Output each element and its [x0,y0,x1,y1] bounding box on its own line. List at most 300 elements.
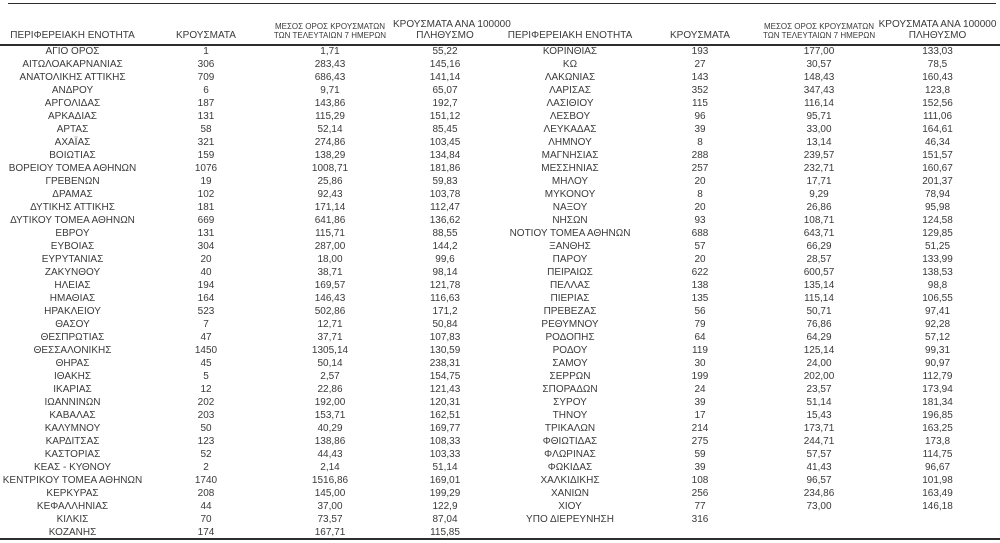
per-100k-cell: 51,14 [432,462,458,473]
avg-7day-cell: 686,43 [314,72,346,83]
per-100k-cell: 160,67 [922,163,953,174]
avg-7day-cell: 347,43 [803,85,835,96]
avg-7day-cell: 641,86 [314,215,346,226]
cases-cell: 2 [203,462,209,473]
table-row [0,266,497,279]
avg-7day-cell: 26,86 [806,202,832,213]
cases-cell: 306 [197,59,215,70]
cases-cell: 108 [691,475,709,486]
region-name-cell: ΝΟΤΙΟΥ ΤΟΜΕΑ ΑΘΗΝΩΝ [509,228,631,239]
per-100k-cell: 95,98 [924,202,951,213]
cases-cell: 669 [197,215,215,226]
per-100k-cell: 98,8 [927,280,948,291]
table-row [503,513,1000,526]
region-name-cell: ΣΥΡΟΥ [553,397,587,408]
per-100k-cell: 129,85 [922,228,953,239]
cases-cell: 20 [694,176,706,187]
cases-cell: 256 [691,488,709,499]
table-row [0,240,497,253]
table-row [0,227,497,240]
table-row [0,136,497,149]
avg-7day-cell: 148,43 [803,72,835,83]
header-regional-unit: ΠΕΡΙΦΕΡΕΙΑΚΗ ΕΝΟΤΗΤΑ [507,30,633,41]
table-row [503,331,1000,344]
cases-cell: 115 [692,98,708,109]
region-name-cell: ΚΑΛΥΜΝΟΥ [44,423,101,434]
per-100k-cell: 90,97 [924,358,951,369]
region-name-cell: ΦΛΩΡΙΝΑΣ [544,449,596,460]
cases-cell: 8 [697,137,703,148]
region-name-cell: ΝΑΞΟΥ [552,202,588,213]
cases-cell: 275 [691,436,709,447]
cases-cell: 19 [200,176,212,187]
avg-7day-cell: 30,57 [806,59,832,70]
avg-7day-cell: 138,29 [314,150,346,161]
avg-7day-cell: 138,86 [314,436,346,447]
avg-7day-cell: 41,43 [806,462,832,473]
region-name-cell: ΑΙΤΩΛΟΑΚΑΡΝΑΝΙΑΣ [22,59,123,70]
region-name-cell: ΓΡΕΒΕΝΩΝ [45,176,100,187]
avg-7day-cell: 50,14 [317,358,343,369]
header-per-100k [393,0,511,45]
per-100k-cell: 46,34 [924,137,951,148]
table-row [503,175,1000,188]
per-100k-cell: 115,85 [430,527,460,538]
table-row [503,162,1000,175]
region-name-cell: ΒΟΡΕΙΟΥ ΤΟΜΕΑ ΑΘΗΝΩΝ [8,163,137,174]
region-name-cell: ΑΡΤΑΣ [56,124,89,135]
region-name-cell: ΑΧΑΪΑΣ [54,137,91,148]
region-name-cell: ΧΙΟΥ [558,501,582,512]
per-100k-cell: 171,2 [432,306,458,317]
region-name-cell: ΜΗΛΟΥ [551,176,589,187]
avg-7day-cell: 1305,14 [311,345,349,356]
per-100k-cell: 98,14 [432,267,458,278]
avg-7day-cell: 15,43 [806,410,832,421]
avg-7day-cell: 73,00 [806,501,832,512]
cases-cell: 1076 [194,163,218,174]
per-100k-cell: 199,29 [429,488,461,499]
cases-cell: 1 [203,46,209,57]
cases-cell: 131 [197,228,215,239]
cases-cell: 193 [691,46,709,57]
table-row [503,110,1000,123]
avg-7day-cell: 192,00 [314,397,346,408]
table-row [503,188,1000,201]
region-name-cell: ΚΟΡΙΝΘΙΑΣ [542,46,598,57]
avg-7day-cell: 115,14 [804,293,834,304]
region-name-cell: ΞΑΝΘΗΣ [549,241,591,252]
cases-cell: 7 [203,319,209,330]
per-100k-cell: 111,06 [922,111,953,122]
region-name-cell: ΚΟΖΑΝΗΣ [48,527,97,538]
region-name-cell: ΧΑΛΚΙΔΙΚΗΣ [540,475,600,486]
avg-7day-cell: 76,86 [806,319,832,330]
cases-cell: 30 [694,358,706,369]
cases-cell: 208 [197,488,215,499]
header-per-100k-line1: ΚΡΟΥΣΜΑΤΑ ΑΝΑ 100000 [878,19,997,30]
avg-7day-cell: 145,00 [314,488,346,499]
avg-7day-cell: 173,71 [803,423,835,434]
cases-cell: 56 [694,306,706,317]
table-row [0,305,497,318]
per-100k-cell: 112,47 [430,202,460,213]
region-name-cell: ΙΩΑΝΝΙΝΩΝ [44,397,101,408]
table-row [0,474,497,487]
region-name-cell: ΛΕΣΒΟΥ [549,111,591,122]
header-cases: ΚΡΟΥΣΜΑΤΑ [670,30,730,41]
cases-cell: 523 [197,306,215,317]
avg-7day-cell: 24,00 [806,358,832,369]
region-name-cell: ΜΥΚΟΝΟΥ [544,189,596,200]
table-row [0,123,497,136]
table-row [503,279,1000,292]
table-row [503,201,1000,214]
per-100k-cell: 78,94 [924,189,951,200]
per-100k-cell: 151,57 [922,150,953,161]
avg-7day-cell: 643,71 [803,228,835,239]
avg-7day-cell: 50,71 [806,306,832,317]
per-100k-cell: 146,18 [922,501,953,512]
table-row [0,188,497,201]
cases-cell: 135 [691,293,709,304]
per-100k-cell: 122,9 [432,501,458,512]
header-row [503,0,1000,45]
cases-cell: 93 [694,215,706,226]
region-name-cell: ΣΑΜΟΥ [552,358,588,369]
per-100k-cell: 181,86 [429,163,461,174]
avg-7day-cell: 202,00 [803,371,835,382]
cases-cell: 64 [694,332,706,343]
per-100k-cell: 163,25 [922,423,953,434]
table-row [503,292,1000,305]
per-100k-cell: 116,63 [430,293,460,304]
cases-cell: 688 [691,228,709,239]
region-name-cell: ΦΩΚΙΔΑΣ [547,462,593,473]
table-row [0,331,497,344]
table-row [503,318,1000,331]
avg-7day-cell: 1,71 [320,46,340,57]
region-name-cell: ΥΠΟ ΔΙΕΡΕΥΝΗΣΗ [526,514,614,525]
cases-cell: 174 [197,527,215,538]
table-row [0,253,497,266]
per-100k-cell: 51,25 [924,241,951,252]
avg-7day-cell: 177,00 [803,46,835,57]
avg-7day-cell: 40,29 [317,423,343,434]
header-row [0,0,497,45]
avg-7day-cell: 17,71 [806,176,832,187]
table-row [0,292,497,305]
cases-cell: 52 [200,449,212,460]
region-name-cell: ΙΘΑΚΗΣ [53,371,92,382]
avg-7day-cell: 23,57 [806,384,832,395]
cases-cell: 622 [691,267,709,278]
region-name-cell: ΧΑΝΙΩΝ [550,488,590,499]
table-row [503,500,1000,513]
avg-7day-cell: 1008,71 [311,163,349,174]
cases-cell: 27 [694,59,706,70]
table-row [0,448,497,461]
table-row [0,45,497,58]
cases-cell: 79 [694,319,706,330]
cases-cell: 199 [691,371,709,382]
avg-7day-cell: 22,86 [317,384,343,395]
header-avg-7day-line2: ΤΩΝ ΤΕΛΕΥΤΑΙΩΝ 7 ΗΜΕΡΩΝ [763,31,876,40]
region-name-cell: ΤΗΝΟΥ [552,410,588,421]
region-name-cell: ΚΑΒΑΛΑΣ [49,410,96,421]
cases-cell: 288 [691,150,709,161]
avg-7day-cell: 1516,86 [311,475,349,486]
per-100k-cell: 101,98 [922,475,953,486]
cases-cell: 59 [694,449,706,460]
region-name-cell: ΔΡΑΜΑΣ [52,189,93,200]
region-name-cell: ΑΡΚΑΔΙΑΣ [48,111,97,122]
avg-7day-cell: 108,71 [803,215,835,226]
table-row [503,461,1000,474]
avg-7day-cell: 33,00 [806,124,832,135]
region-name-cell: ΤΡΙΚΑΛΩΝ [544,423,596,434]
cases-cell: 257 [691,163,709,174]
per-100k-cell: 59,83 [432,176,458,187]
table-row [0,526,497,539]
avg-7day-cell: 37,00 [317,501,343,512]
cases-cell: 1740 [194,475,218,486]
per-100k-cell: 65,07 [432,85,458,96]
region-name-cell: ΚΙΛΚΙΣ [56,514,89,525]
table-row [503,240,1000,253]
cases-cell: 214 [691,423,709,434]
header-avg-7day [763,0,875,45]
per-100k-cell: 138,53 [922,267,953,278]
table-row [503,448,1000,461]
region-name-cell: ΘΕΣΠΡΩΤΙΑΣ [40,332,105,343]
region-name-cell: ΡΟΔΟΥ [552,345,588,356]
region-name-cell: ΔΥΤΙΚΟΥ ΤΟΜΕΑ ΑΘΗΝΩΝ [10,215,135,226]
table-row [0,58,497,71]
avg-7day-cell: 2,57 [320,371,340,382]
per-100k-cell: 92,28 [924,319,951,330]
per-100k-cell: 96,67 [924,462,951,473]
avg-7day-cell: 25,86 [317,176,343,187]
per-100k-cell: 163,49 [922,488,953,499]
table-row [503,422,1000,435]
table-row [503,97,1000,110]
cases-cell: 131 [197,111,215,122]
region-name-cell: ΚΕΡΚΥΡΑΣ [46,488,99,499]
region-name-cell: ΗΜΑΘΙΑΣ [49,293,96,304]
cases-cell: 17 [694,410,706,421]
header-avg-7day [267,0,393,45]
region-name-cell: ΕΒΡΟΥ [55,228,90,239]
cases-cell: 352 [691,85,709,96]
per-100k-cell: 160,43 [922,72,953,83]
per-100k-cell: 121,43 [429,384,461,395]
table-row [503,71,1000,84]
per-100k-cell: 108,33 [429,436,461,447]
table-row [503,266,1000,279]
table-row [0,422,497,435]
per-100k-cell: 112,79 [922,371,953,382]
region-name-cell: ΚΑΣΤΟΡΙΑΣ [44,449,101,460]
cases-cell: 20 [694,254,706,265]
table-row [503,136,1000,149]
table-row [0,357,497,370]
header-avg-7day-line2: ΤΩΝ ΤΕΛΕΥΤΑΙΩΝ 7 ΗΜΕΡΩΝ [273,31,387,40]
cases-cell: 102 [197,189,215,200]
region-name-cell: ΒΟΙΩΤΙΑΣ [49,150,96,161]
region-name-cell: ΑΓΙΟ ΟΡΟΣ [45,46,100,57]
cases-cell: 138 [691,280,709,291]
cases-cell: 321 [197,137,215,148]
avg-7day-cell: 143,86 [314,98,346,109]
region-name-cell: ΘΑΣΟΥ [55,319,90,330]
cases-cell: 143 [691,72,709,83]
avg-7day-cell: 73,57 [317,514,343,525]
table-row [0,435,497,448]
cases-cell: 47 [200,332,212,343]
cases-cell: 45 [200,358,212,369]
table-row [503,409,1000,422]
cases-cell: 159 [197,150,215,161]
avg-7day-cell: 234,86 [803,488,835,499]
avg-7day-cell: 52,14 [317,124,343,135]
table-row [0,409,497,422]
per-100k-cell: 192,7 [432,98,458,109]
table-row [0,110,497,123]
header-per-100k [875,0,1000,45]
avg-7day-cell: 96,57 [806,475,832,486]
table-row [503,58,1000,71]
region-name-cell: ΝΗΣΩΝ [552,215,588,226]
header-per-100k-line2: ΠΛΗΘΥΣΜΟ [908,30,967,41]
avg-7day-cell: 9,29 [809,189,829,200]
header-per-100k-line1: ΚΡΟΥΣΜΑΤΑ ΑΝΑ 100000 [393,19,511,30]
avg-7day-cell: 239,57 [803,150,835,161]
table-row [0,214,497,227]
per-100k-cell: 99,31 [924,345,951,356]
region-name-cell: ΑΝΔΡΟΥ [51,85,94,96]
avg-7day-cell: 37,71 [317,332,343,343]
per-100k-cell: 164,61 [922,124,953,135]
cases-cell: 57 [694,241,706,252]
header-cases: ΚΡΟΥΣΜΑΤΑ [176,30,236,41]
avg-7day-cell: 167,71 [314,527,346,538]
avg-7day-cell: 9,71 [320,85,340,96]
avg-7day-cell: 153,71 [314,410,346,421]
per-100k-cell: 97,41 [924,306,951,317]
cases-cell: 709 [197,72,215,83]
table-row [0,370,497,383]
header-regional-unit: ΠΕΡΙΦΕΡΕΙΑΚΗ ΕΝΟΤΗΤΑ [10,30,135,41]
cases-cell: 39 [694,462,706,473]
region-name-cell: ΚΕΝΤΡΙΚΟΥ ΤΟΜΕΑ ΑΘΗΝΩΝ [2,475,143,486]
region-name-cell: ΑΡΓΟΛΙΔΑΣ [44,98,101,109]
table-row [503,474,1000,487]
table-row [0,344,497,357]
header-avg-7day-line1: ΜΕΣΟΣ ΟΡΟΣ ΚΡΟΥΣΜΑΤΩΝ [763,22,875,31]
avg-7day-cell: 38,71 [317,267,343,278]
per-100k-cell: 201,37 [922,176,953,187]
avg-7day-cell: 51,14 [806,397,832,408]
cases-cell: 8 [697,189,703,200]
avg-7day-cell: 64,29 [806,332,832,343]
cases-cell: 1450 [194,345,218,356]
per-100k-cell [875,513,1000,526]
cases-cell: 24 [694,384,706,395]
cases-cell: 70 [200,514,212,525]
table-row [503,357,1000,370]
avg-7day-cell [763,513,875,526]
region-name-cell: ΘΗΡΑΣ [55,358,90,369]
avg-7day-cell: 502,86 [314,306,346,317]
avg-7day-cell: 57,57 [806,449,832,460]
per-100k-cell: 133,03 [922,46,953,57]
avg-7day-cell: 13,14 [806,137,832,148]
table-row [503,149,1000,162]
region-name-cell: ΠΡΕΒΕΖΑΣ [543,306,597,317]
region-name-cell: ΕΥΒΟΙΑΣ [50,241,95,252]
cases-cell: 202 [197,397,215,408]
table-row [0,513,497,526]
cases-cell: 20 [694,202,706,213]
table-row [0,97,497,110]
avg-7day-cell: 28,57 [806,254,832,265]
table-row [503,45,1000,58]
cases-cell: 39 [694,124,706,135]
cases-cell: 5 [203,371,209,382]
cases-cell: 6 [203,85,209,96]
region-name-cell: ΣΕΡΡΩΝ [549,371,591,382]
table-row [503,396,1000,409]
region-name-cell: ΚΕΦΑΛΛΗΝΙΑΣ [36,501,109,512]
region-name-cell: ΑΝΑΤΟΛΙΚΗΣ ΑΤΤΙΚΗΣ [19,72,126,83]
header-per-100k-line2: ΠΛΗΘΥΣΜΟ [416,30,474,41]
avg-7day-cell: 66,29 [806,241,832,252]
per-100k-cell: 57,12 [924,332,951,343]
region-name-cell: ΣΠΟΡΑΔΩΝ [542,384,598,395]
region-name-cell: ΚΩ [562,59,578,70]
region-name-cell: ΠΕΙΡΑΙΩΣ [547,267,593,278]
avg-7day-cell: 232,71 [803,163,835,174]
cases-cell: 12 [200,384,212,395]
per-100k-cell: 124,58 [922,215,953,226]
table-row [503,253,1000,266]
cases-cell: 304 [197,241,215,252]
per-100k-cell: 120,31 [429,397,461,408]
per-100k-cell: 169,01 [429,475,461,486]
cases-cell: 203 [197,410,215,421]
table-row [0,279,497,292]
table-row [0,487,497,500]
avg-7day-cell: 600,57 [803,267,835,278]
avg-7day-cell: 283,43 [314,59,346,70]
region-name-cell: ΦΘΙΩΤΙΔΑΣ [542,436,598,447]
per-100k-cell: 78,5 [927,59,948,70]
per-100k-cell: 85,45 [432,124,458,135]
region-name-cell: ΘΕΣΣΑΛΟΝΙΚΗΣ [33,345,112,356]
table-row [503,370,1000,383]
table-row [0,149,497,162]
table-row [0,396,497,409]
table-row [503,344,1000,357]
region-name-cell: ΙΚΑΡΙΑΣ [53,384,92,395]
region-name-cell: ΗΡΑΚΛΕΙΟΥ [44,306,101,317]
table-row [503,305,1000,318]
cases-cell: 119 [692,345,708,356]
per-100k-cell: 103,78 [429,189,461,200]
region-name-cell: ΡΟΔΟΠΗΣ [545,332,595,343]
avg-7day-cell: 116,14 [804,98,834,109]
